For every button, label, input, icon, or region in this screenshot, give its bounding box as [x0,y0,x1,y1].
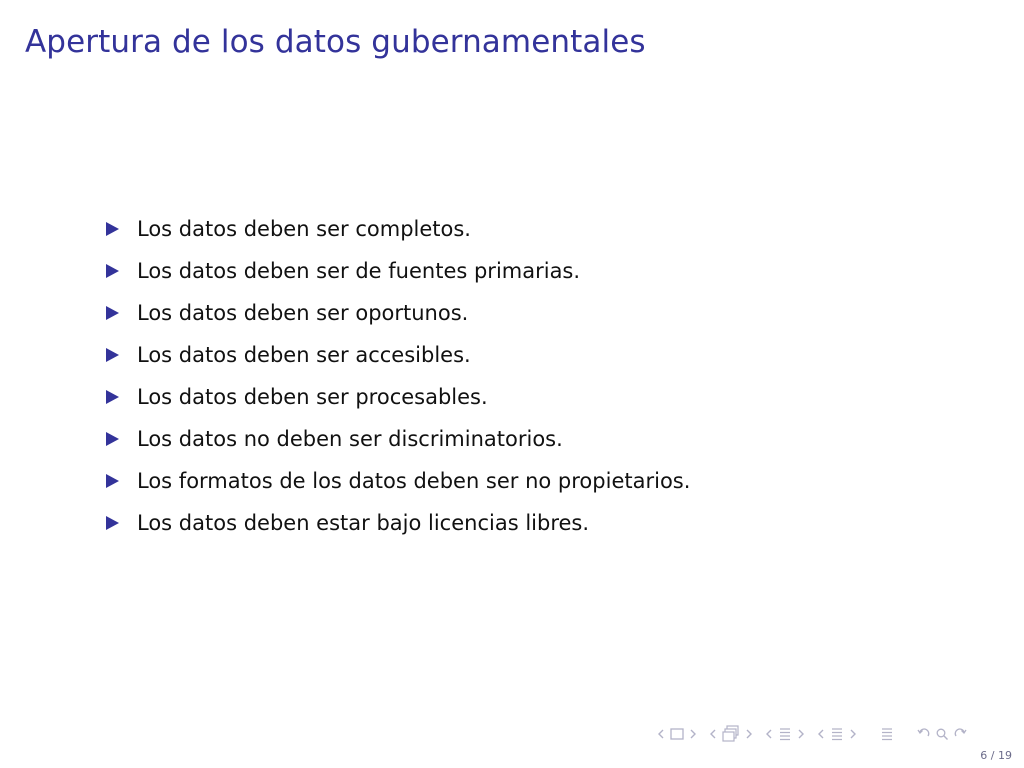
next-subsection-arrow-icon[interactable] [745,728,753,740]
triangle-bullet-icon [106,432,119,446]
list-item [106,250,690,292]
search-icon[interactable] [935,727,949,741]
list-item-text: Los datos deben estar bajo licencias libres. [137,511,590,535]
list-item [106,208,690,250]
prev-section-arrow-icon[interactable] [765,728,773,740]
list-item [106,418,690,460]
list-item-text: Los datos deben ser oportunos. [137,301,469,325]
presentation-nav-group [817,726,857,742]
history-nav-group [917,727,967,741]
frame-nav-group [657,727,697,741]
triangle-bullet-icon [106,222,119,236]
section-nav-group [765,726,805,742]
next-part-arrow-icon[interactable] [849,728,857,740]
appendix-nav-group [879,726,895,742]
next-frame-arrow-icon[interactable] [689,728,697,740]
triangle-bullet-icon [106,348,119,362]
list-item-text: Los datos no deben ser discriminatorios. [137,427,563,451]
triangle-bullet-icon [106,306,119,320]
forward-arrow-icon[interactable] [953,727,967,741]
triangle-bullet-icon [106,264,119,278]
list-item-text: Los formatos de los datos deben ser no propietarios. [137,469,691,493]
triangle-bullet-icon [106,474,119,488]
list-item [106,460,690,502]
beamer-navigation-bar [657,724,1012,744]
section-icon[interactable] [777,726,793,742]
bullet-list [106,208,690,544]
prev-frame-arrow-icon[interactable] [657,728,665,740]
page-number: 6 / 19 [980,749,1012,762]
subsection-nav-group [709,725,753,743]
triangle-bullet-icon [106,516,119,530]
prev-subsection-arrow-icon[interactable] [709,728,717,740]
slide-title: Apertura de los datos gubernamentales [25,24,646,60]
next-section-arrow-icon[interactable] [797,728,805,740]
list-item [106,502,690,544]
back-arrow-icon[interactable] [917,727,931,741]
presentation-icon[interactable] [829,726,845,742]
list-item [106,334,690,376]
list-item [106,292,690,334]
list-item-text: Los datos deben ser de fuentes primarias. [137,259,581,283]
list-item [106,376,690,418]
list-item-text: Los datos deben ser completos. [137,217,471,241]
prev-part-arrow-icon[interactable] [817,728,825,740]
appendix-icon[interactable] [879,726,895,742]
subsection-icon[interactable] [721,725,741,743]
frame-icon[interactable] [669,727,685,741]
triangle-bullet-icon [106,390,119,404]
list-item-text: Los datos deben ser accesibles. [137,343,471,367]
list-item-text: Los datos deben ser procesables. [137,385,488,409]
